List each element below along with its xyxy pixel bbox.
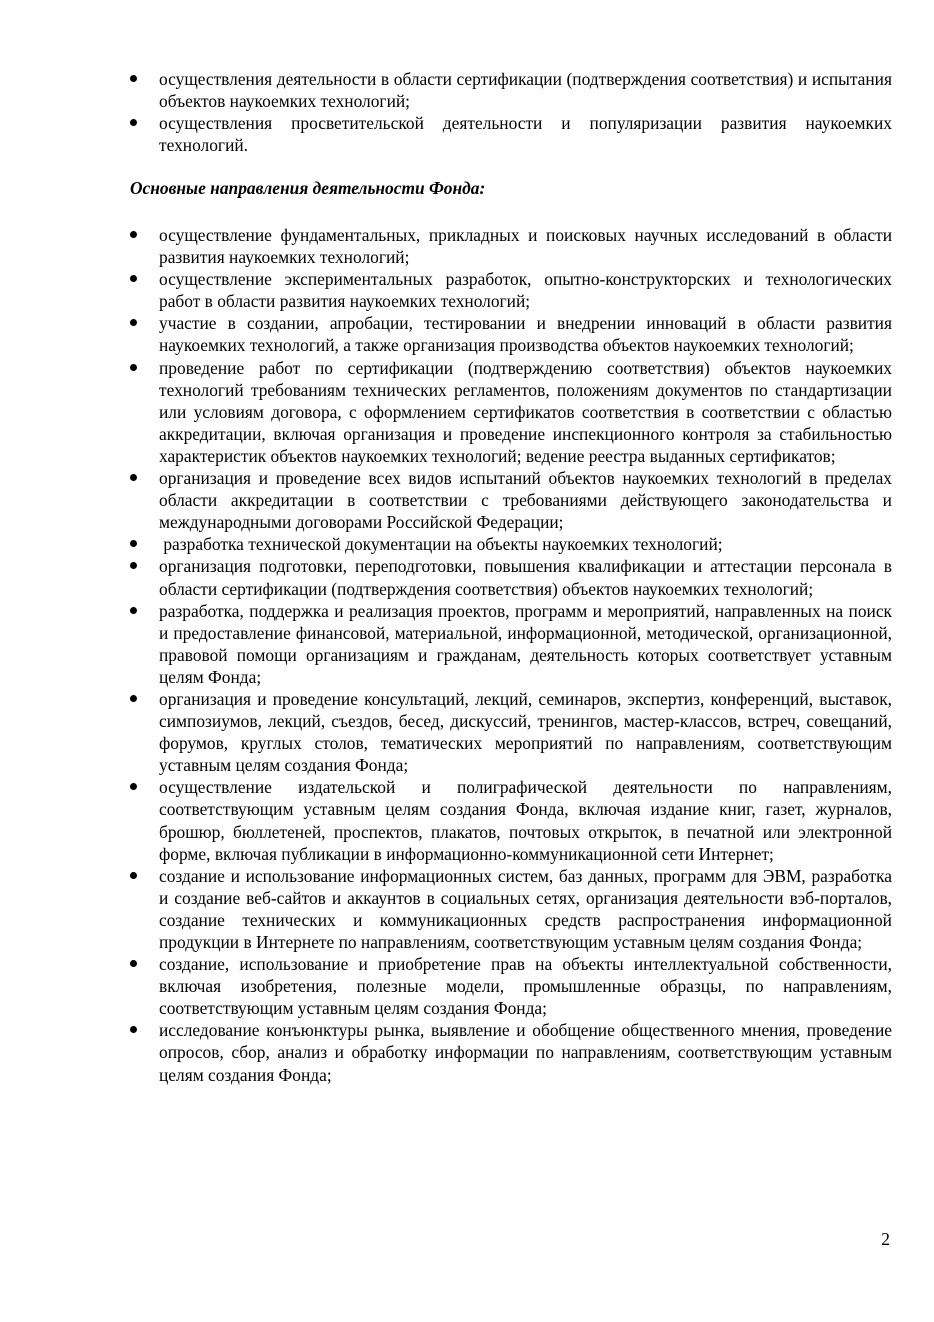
list-item [130,224,892,268]
bullet-icon [130,364,137,371]
section-heading: Основные направления деятельности Фонда: [130,178,486,198]
bullet-icon [130,607,137,614]
bullet-icon [130,319,137,326]
bullet-icon [130,474,137,481]
bullet-icon [130,540,137,547]
list-item-text: разработка, поддержка и реализация проектов, программ и мероприятий, направленных на поиск и предоставление финансовой, материальной, информационной, методической, организационной, правовой помощи организациям и гражданам, деятельность которых соответствует уставным целям Фонда; [159,600,892,687]
list-item [130,688,892,776]
bullet-icon [130,231,137,238]
list-item-text: осуществление фундаментальных, прикладных и поисковых научных исследований в области развития наукоемких технологий; [159,225,892,268]
list-item-text: организация и проведение консультаций, лекций, семинаров, экспертиз, конференций, выставок, симпозиумов, лекций, съездов, бесед, дискуссий, тренингов, мастер-классов, встреч, совещаний, форумов, круглых столов, тематических мероприятий по направлениям, соответствующим уставным целям создания Фонда; [159,688,892,776]
bullet-list-continued [130,68,892,156]
list-item [130,467,892,533]
bullet-icon [130,1026,137,1033]
list-item [130,865,892,953]
list-item-text: осуществления деятельности в области сертификации (подтверждения соответствия) и испытания объектов наукоемких технологий; [159,69,892,112]
list-item-text: проведение работ по сертификации (подтверждению соответствия) объектов наукоемких технологий требованиям технических регламентов, положениям документов по стандартизации или условиям договора, с оформлением сертификатов соответствия в соответствии с областью аккредитации, включая организация и проведение инспекционного контроля за стабильностью характеристик объектов наукоемких технологий; ведение реестра выданных сертификатов; [159,357,892,466]
list-item [130,68,892,112]
bullet-icon [130,119,137,126]
list-item-text: осуществление экспериментальных разработок, опытно-конструкторских и технологических работ в области развития наукоемких технологий; [159,269,892,312]
list-item-text: создание и использование информационных систем, баз данных, программ для ЭВМ, разработка и создание веб-сайтов и аккаунтов в социальных сетях, организация деятельности вэб-порталов, создание технических и коммуникационных средств распространения информационной продукции в Интернете по направлениям, соответствующим уставным целям создания Фонда; [159,865,892,952]
page-number: 2 [881,1229,890,1249]
list-item-text: организация и проведение всех видов испытаний объектов наукоемких технологий в пределах области аккредитации в соответствии с требованиями действующего законодательства и международными договорами Российской Федерации; [159,468,892,533]
list-item [130,1019,892,1085]
list-item [130,312,892,356]
bullet-icon [130,275,137,282]
list-item [130,600,892,688]
bullet-icon [130,562,137,569]
list-item [130,112,892,156]
bullet-icon [130,75,137,82]
activities-list [130,224,892,1086]
list-item-text: участие в создании, апробации, тестировании и внедрении инноваций в области развития наукоемких технологий, а также организация производства объектов наукоемких технологий; [159,313,892,356]
list-item-text: организация подготовки, переподготовки, повышения квалификации и аттестации персонала в области сертификации (подтверждения соответствия) объектов наукоемких технологий; [159,556,892,599]
list-item [130,533,892,555]
bullet-icon [130,960,137,967]
list-item [130,776,892,864]
list-item [130,555,892,599]
list-item [130,357,892,467]
list-item-text: исследование конъюнктуры рынка, выявление и обобщение общественного мнения, проведение опросов, сбор, анализ и обработку информации по направлениям, соответствующим уставным целям создания Фонда; [159,1020,892,1085]
list-item-text: создание, использование и приобретение прав на объекты интеллектуальной собственности, включая изобретения, полезные модели, промышленные образцы, по направлениям, соответствующим уставным целям создания Фонда; [159,954,892,1019]
bullet-icon [130,695,137,702]
list-item [130,953,892,1019]
list-item [130,268,892,312]
list-item-text: разработка технической документации на объекты наукоемких технологий; [159,534,723,555]
list-item-text: осуществление издательской и полиграфической деятельности по направлениям, соответствующим уставным целям создания Фонда, включая издание книг, газет, журналов, брошюр, бюллетеней, проспектов, плакатов, почтовых открыток, в печатной или электронной форме, включая публикации в информационно-коммуникационной сети Интернет; [159,777,892,864]
bullet-icon [130,783,137,790]
list-item-text: осуществления просветительской деятельности и популяризации развития наукоемких технологий. [159,113,892,156]
bullet-icon [130,872,137,879]
